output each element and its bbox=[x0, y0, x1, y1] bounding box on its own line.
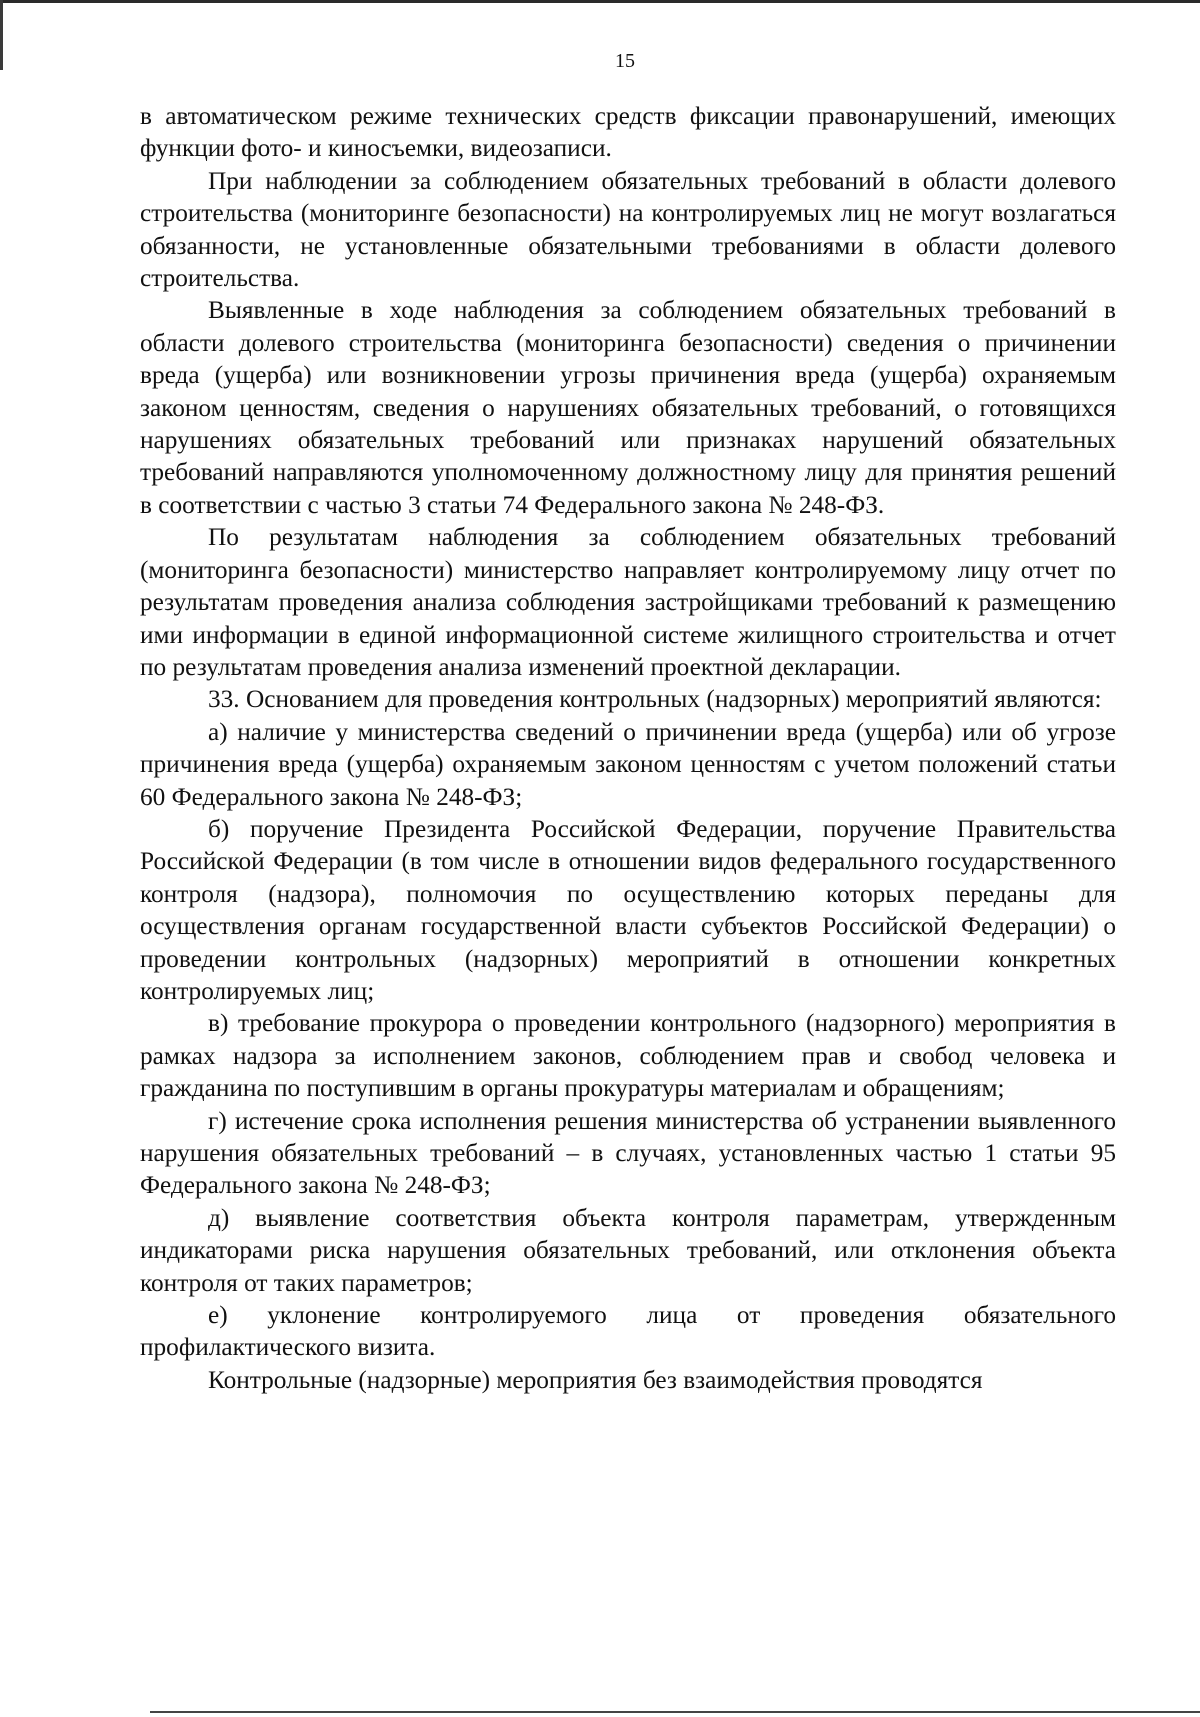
scan-edge-top bbox=[0, 0, 1200, 3]
list-item-a: а) наличие у министерства сведений о причинении вреда (ущерба) или об угрозе причинения вреда (ущерба) охраняемым законом ценностям с учетом положений статьи 60 Федерального закона № 248-ФЗ; bbox=[140, 717, 1116, 811]
list-item-v: в) требование прокурора о проведении контрольного (надзорного) мероприятия в рамках надзора за исполнением законов, соблюдением прав и свобод человека и гражданина по поступившим в органы прокуратуры материалам и обращениям; bbox=[140, 1009, 1116, 1103]
scan-edge-bottom bbox=[150, 1711, 1200, 1713]
paragraph-continuation: в автоматическом режиме технических средств фиксации правонарушений, имеющих функции фото- и киносъемки, видеозаписи. bbox=[140, 102, 1116, 163]
paragraph-observation-duties: При наблюдении за соблюдением обязательных требований в области долевого строительства (мониторинге безопасности) на контролируемых лиц не могут возлагаться обязанности, не установленные обязательными требованиями в области долевого строительства. bbox=[140, 166, 1116, 293]
list-item-e: е) уклонение контролируемого лица от проведения обязательного профилактического визита. bbox=[140, 1301, 1116, 1362]
list-item-d: д) выявление соответствия объекта контроля параметрам, утвержденным индикаторами риска нарушения обязательных требований, или отклонения объекта контроля от таких параметров; bbox=[140, 1203, 1116, 1297]
paragraph-clause-33: 33. Основанием для проведения контрольных (надзорных) мероприятий являются: bbox=[208, 685, 1102, 714]
list-item-g: г) истечение срока исполнения решения министерства об устранении выявленного нарушения обязательных требований – в случаях, установленных частью 1 статьи 95 Федерального закона № 248-ФЗ; bbox=[140, 1106, 1116, 1200]
page-number: 15 bbox=[615, 50, 635, 72]
paragraph-no-interaction: Контрольные (надзорные) мероприятия без взаимодействия проводятся bbox=[208, 1365, 983, 1394]
document-body bbox=[140, 100, 1116, 1396]
paragraph-detected-violations: Выявленные в ходе наблюдения за соблюдением обязательных требований в области долевого строительства (мониторинга безопасности) сведения о причинении вреда (ущерба) или возникновении угрозы причинения вреда (ущерба) охраняемым законом ценностям, сведения о нарушениях обязательных требований, о готовящихся нарушениях обязательных требований или признаках нарушений обязательных требований направляются уполномоченному должностному лицу для принятия решений в соответствии с частью 3 статьи 74 Федерального закона № 248-ФЗ. bbox=[140, 296, 1116, 519]
list-item-b: б) поручение Президента Российской Федерации, поручение Правительства Российской Федерации (в том числе в отношении видов федерального государственного контроля (надзора), полномочия по осуществлению которых переданы для осуществления органам государственной власти субъектов Российской Федерации) о проведении контрольных (надзорных) мероприятий в отношении конкретных контролируемых лиц; bbox=[140, 814, 1116, 1005]
paragraph-monitoring-results: По результатам наблюдения за соблюдением обязательных требований (мониторинга безопасности) министерство направляет контролируемому лицу отчет по результатам проведения анализа соблюдения застройщиками требований к размещению ими информации в единой информационной системе жилищного строительства и отчет по результатам проведения анализа изменений проектной декларации. bbox=[140, 523, 1116, 681]
